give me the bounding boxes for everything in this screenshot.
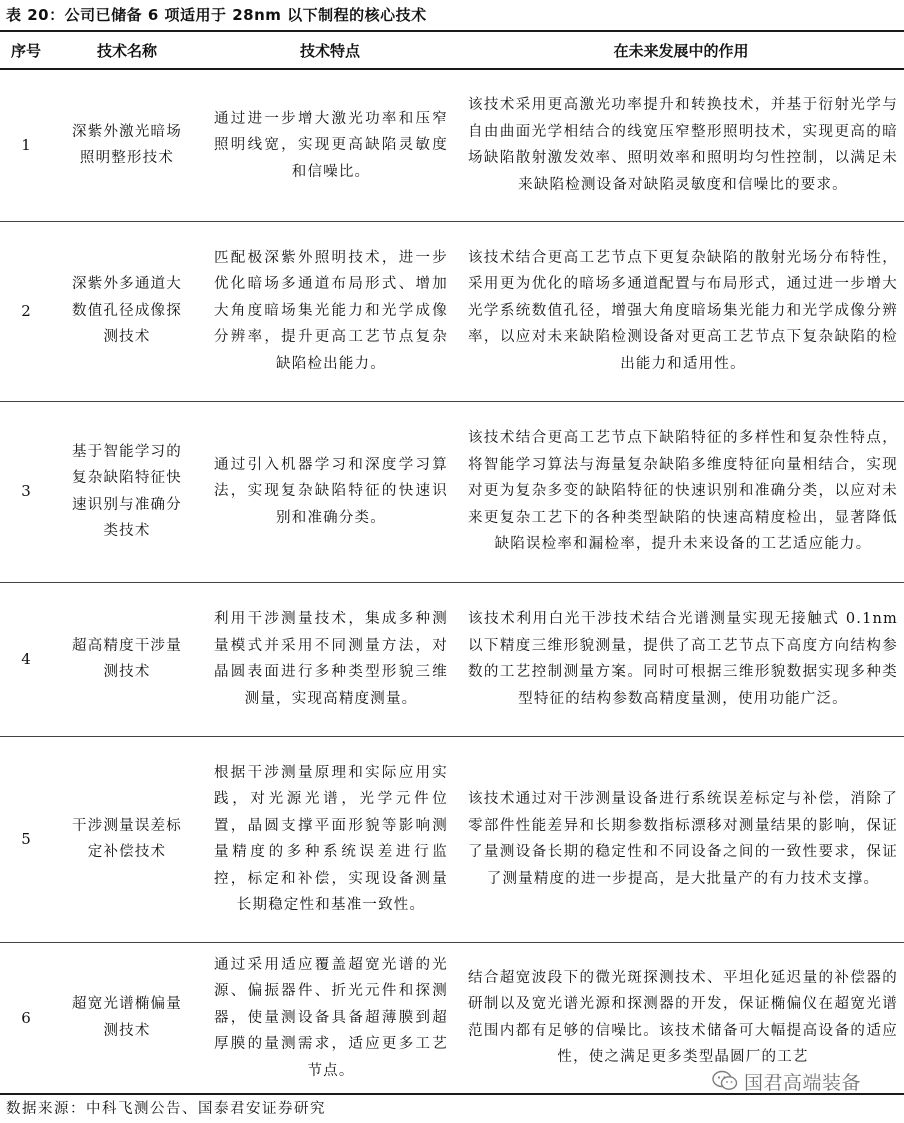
table-title: 表 20：公司已储备 6 项适用于 28nm 以下制程的核心技术 — [6, 6, 427, 24]
row-no: 1 — [0, 69, 52, 221]
row-no: 6 — [0, 942, 52, 1094]
row-tech-name: 深紫外多通道大数值孔径成像探测技术 — [52, 221, 202, 401]
header-tech-name: 技术名称 — [52, 31, 202, 69]
row-tech-name: 基于智能学习的复杂缺陷特征快速识别与准确分类技术 — [52, 401, 202, 582]
table-row — [0, 69, 904, 221]
row-tech-name: 深紫外激光暗场照明整形技术 — [52, 69, 202, 221]
row-future-role: 该技术结合更高工艺节点下更复杂缺陷的散射光场分布特性，采用更为优化的暗场多通道配置与布局形式，通过进一步增大光学系统数值孔径，增强大角度暗场集光能力和光学成像分辨率，以应对未来缺陷检测设备对更高工艺节点下复杂缺陷的检出能力和适用性。 — [458, 221, 904, 401]
table-row — [0, 736, 904, 942]
row-tech-feature: 利用干涉测量技术，集成多种测量模式并采用不同测量方法，对晶圆表面进行多种类型形貌三维测量，实现高精度测量。 — [202, 582, 458, 736]
row-no: 3 — [0, 401, 52, 582]
header-tech-feature: 技术特点 — [202, 31, 458, 69]
row-tech-name: 超宽光谱椭偏量测技术 — [52, 942, 202, 1094]
row-tech-name: 干涉测量误差标定补偿技术 — [52, 736, 202, 942]
row-future-role: 该技术采用更高激光功率提升和转换技术，并基于衍射光学与自由曲面光学相结合的线宽压窄整形照明技术，实现更高的暗场缺陷散射激发效率、照明效率和照明均匀性控制，以满足未来缺陷检测设备对缺陷灵敏度和信噪比的要求。 — [458, 69, 904, 221]
row-tech-feature: 根据干涉测量原理和实际应用实践，对光源光谱，光学元件位置，晶圆支撑平面形貌等影响测量精度的多种系统误差进行监控，标定和补偿，实现设备测量长期稳定性和基准一致性。 — [202, 736, 458, 942]
table-row — [0, 582, 904, 736]
row-future-role: 结合超宽波段下的微光斑探测技术、平坦化延迟量的补偿器的研制以及宽光谱光源和探测器的开发，保证椭偏仪在超宽光谱范围内都有足够的信噪比。该技术储备可大幅提高设备的适应性，使之满足更多类型晶圆厂的工艺 — [458, 942, 904, 1094]
row-tech-name: 超高精度干涉量测技术 — [52, 582, 202, 736]
row-no: 2 — [0, 221, 52, 401]
watermark-text: 国君高端装备 — [744, 1071, 862, 1094]
header-no: 序号 — [0, 31, 52, 69]
row-tech-feature: 通过进一步增大激光功率和压窄照明线宽，实现更高缺陷灵敏度和信噪比。 — [202, 69, 458, 221]
row-future-role: 该技术结合更高工艺节点下缺陷特征的多样性和复杂性特点，将智能学习算法与海量复杂缺陷多维度特征向量相结合，实现对更为复杂多变的缺陷特征的快速识别和准确分类，以应对未来更复杂工艺下的各种类型缺陷的快速高精度检出，显著降低缺陷误检率和漏检率，提升未来设备的工艺适应能力。 — [458, 401, 904, 582]
row-future-role: 该技术通过对干涉测量设备进行系统误差标定与补偿，消除了零部件性能差异和长期参数指标漂移对测量结果的影响，保证了量测设备长期的稳定性和不同设备之间的一致性要求，保证了测量精度的进一步提高，是大批量产的有力技术支撑。 — [458, 736, 904, 942]
table-header-row — [0, 31, 904, 69]
row-future-role: 该技术利用白光干涉技术结合光谱测量实现无接触式 0.1nm 以下精度三维形貌测量，提供了高工艺节点下高度方向结构参数的工艺控制测量方案。同时可根据三维形貌数据实现多种类型特征的结构参数高精度量测，使用功能广泛。 — [458, 582, 904, 736]
row-tech-feature: 匹配极深紫外照明技术，进一步优化暗场多通道布局形式、增加大角度暗场集光能力和光学成像分辨率，提升更高工艺节点复杂缺陷检出能力。 — [202, 221, 458, 401]
table-row — [0, 401, 904, 582]
core-tech-table — [0, 30, 904, 1095]
row-no: 4 — [0, 582, 52, 736]
data-source-note: 数据来源：中科飞测公告、国泰君安证券研究 — [6, 1101, 326, 1117]
row-tech-feature: 通过采用适应覆盖超宽光谱的光源、偏振器件、折光元件和探测器，使量测设备具备超薄膜到超厚膜的量测需求，适应更多工艺节点。 — [202, 942, 458, 1094]
header-future-role: 在未来发展中的作用 — [458, 31, 904, 69]
table-row — [0, 221, 904, 401]
watermark — [712, 1068, 861, 1094]
row-no: 5 — [0, 736, 52, 942]
row-tech-feature: 通过引入机器学习和深度学习算法，实现复杂缺陷特征的快速识别和准确分类。 — [202, 401, 458, 582]
wechat-icon — [712, 1070, 738, 1092]
